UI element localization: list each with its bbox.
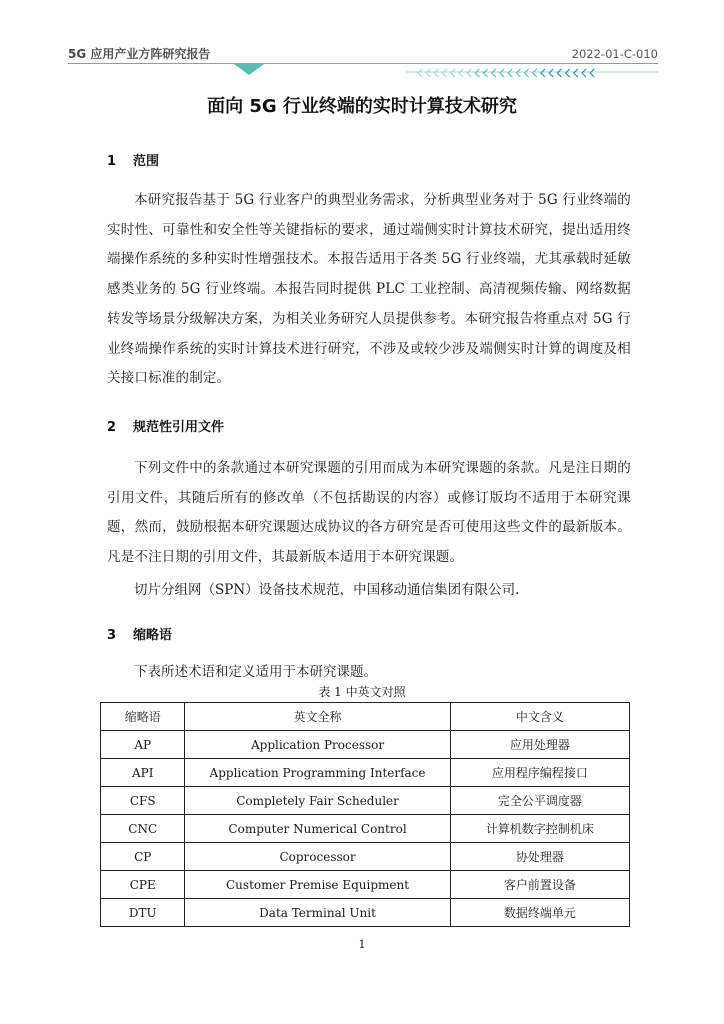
section-1-paragraph: 本研究报告基于 5G 行业客户的典型业务需求，分析典型业务对于 5G 行业终端的实时性、可靠性和安全性等关键指标的要求，通过端侧实时计算技术研究，提出适用终端操作系统的多种实时性增强技术。本报告适用于各类 5G 行业终端，尤其承载时延敏感类业务的 5G 行业终端。本报告同时提供 PLC 工业控制、高清视频传输、网络数据转发等场景分级解决方案，为相关业务研究人员提供参考。本研究报告将重点对 5G 行业终端操作系统的实时计算技术进行研究，不涉及或较少涉及端侧实时计算的调度及相关接口标准的制定。: [107, 192, 631, 387]
chevron-icon: [500, 69, 504, 77]
chevron-icon: [533, 69, 537, 77]
table-header-row: [101, 703, 630, 731]
chevron-icon: [508, 69, 512, 77]
header-triangle: [234, 64, 264, 75]
chevron-icon: [492, 69, 496, 77]
abbreviation-table: [100, 702, 630, 927]
section-number: 3: [107, 628, 117, 643]
table-row: [101, 871, 630, 899]
table-row: [101, 759, 630, 787]
english-name-cell: Application Processor: [185, 731, 450, 759]
english-name-cell: Application Programming Interface: [185, 759, 450, 787]
chinese-meaning-cell: 计算机数字控制机床: [450, 815, 629, 843]
chevron-icon: [418, 69, 422, 77]
section-title: 规范性引用文件: [133, 420, 225, 435]
chevron-icon: [451, 69, 455, 77]
column-header: 缩略语: [101, 703, 185, 731]
section-number: 1: [107, 154, 117, 169]
chevron-icon: [459, 69, 463, 77]
abbreviation-cell: API: [101, 759, 185, 787]
report-series-label: 5G 应用产业方阵研究报告: [68, 47, 211, 61]
section-2-heading: [107, 416, 224, 435]
chevron-icon: [566, 69, 570, 77]
section-2-paragraph: 下列文件中的条款通过本研究课题的引用而成为本研究课题的条款。凡是注日期的引用文件，其随后所有的修改单（不包括勘误的内容）或修订版均不适用于本研究课题，然而，鼓励根据本研究课题达成协议的各方研究是否可使用这些文件的最新版本。凡是不注日期的引用文件，其最新版本适用于本研究课题。: [107, 460, 631, 566]
abbreviation-cell: CNC: [101, 815, 185, 843]
chevron-icon: [426, 69, 430, 77]
table-row: [101, 731, 630, 759]
section-1-heading: [107, 150, 159, 169]
section-3-heading: [107, 624, 172, 643]
chinese-meaning-cell: 完全公平调度器: [450, 787, 629, 815]
document-code: 2022-01-C-010: [571, 47, 658, 61]
section-title: 范围: [133, 154, 160, 169]
chinese-meaning-cell: 应用程序编程接口: [450, 759, 629, 787]
chevron-icon: [541, 69, 545, 77]
chinese-meaning-cell: 客户前置设备: [450, 871, 629, 899]
document-title: 面向 5G 行业终端的实时计算技术研究: [207, 96, 517, 117]
abbreviation-cell: DTU: [101, 899, 185, 927]
section-3-paragraph: 下表所述术语和定义适用于本研究课题。: [134, 664, 377, 680]
table-caption: 表 1 中英文对照: [318, 685, 406, 699]
english-name-cell: Customer Premise Equipment: [185, 871, 450, 899]
chinese-meaning-cell: 协处理器: [450, 843, 629, 871]
chevron-icon: [434, 69, 438, 77]
english-name-cell: Coprocessor: [185, 843, 450, 871]
chevron-icon: [484, 69, 488, 77]
normative-reference: 切片分组网（SPN）设备技术规范，中国移动通信集团有限公司.: [134, 582, 520, 598]
abbreviation-cell: AP: [101, 731, 185, 759]
chevron-icon: [475, 69, 479, 77]
english-name-cell: Completely Fair Scheduler: [185, 787, 450, 815]
chinese-meaning-cell: 应用处理器: [450, 731, 629, 759]
chevron-icon: [557, 69, 561, 77]
english-name-cell: Computer Numerical Control: [185, 815, 450, 843]
table-row: [101, 899, 630, 927]
chevron-icon: [467, 69, 471, 77]
chevron-icon: [590, 69, 594, 77]
table-row: [101, 843, 630, 871]
abbreviation-cell: CFS: [101, 787, 185, 815]
column-header: 英文全称: [185, 703, 450, 731]
chevron-icon: [516, 69, 520, 77]
chevron-icon: [582, 69, 586, 77]
table-row: [101, 787, 630, 815]
section-number: 2: [107, 420, 117, 435]
page-number: 1: [358, 938, 366, 951]
abbreviation-cell: CPE: [101, 871, 185, 899]
header-chevrons: [418, 69, 594, 77]
chevron-icon: [443, 69, 447, 77]
abbreviation-cell: CP: [101, 843, 185, 871]
chinese-meaning-cell: 数据终端单元: [450, 899, 629, 927]
english-name-cell: Data Terminal Unit: [185, 899, 450, 927]
column-header: 中文含义: [450, 703, 629, 731]
chevron-icon: [549, 69, 553, 77]
section-title: 缩略语: [133, 628, 173, 643]
chevron-icon: [525, 69, 529, 77]
table-row: [101, 815, 630, 843]
chevron-icon: [574, 69, 578, 77]
header-decoration: [0, 63, 724, 83]
